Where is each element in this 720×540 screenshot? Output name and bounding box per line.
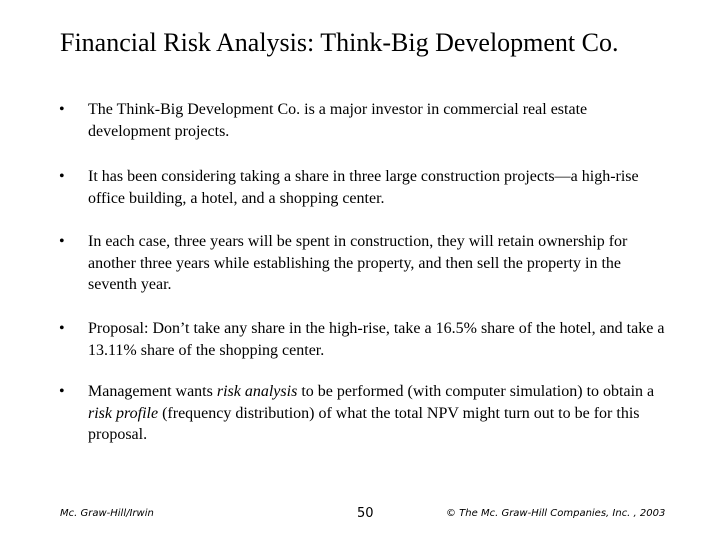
text-run: to be performed (with computer simulation) to obtain a — [297, 383, 655, 400]
bullet-marker: • — [59, 101, 65, 118]
page-number: 50 — [357, 506, 374, 521]
bullet-marker: • — [59, 320, 65, 337]
bullet-marker: • — [59, 233, 65, 250]
bullet-text — [88, 381, 673, 446]
text-run: Management wants — [88, 383, 217, 400]
bullet-marker: • — [59, 383, 65, 400]
slide-title: Financial Risk Analysis: Think-Big Development Co. — [60, 28, 619, 57]
bullet-text: Proposal: Don’t take any share in the high-rise, take a 16.5% share of the hotel, and take a 13.11% share of the shopping center. — [88, 320, 665, 359]
emphasis-risk-analysis: risk analysis — [216, 383, 298, 400]
emphasis-risk-profile: risk profile — [88, 404, 159, 422]
footer-copyright: © The Mc. Graw-Hill Companies, Inc. , 2003 — [446, 508, 666, 519]
text-run: (frequency distribution) of what the total NPV might turn out to be for this proposal. — [88, 404, 640, 443]
bullet-text: The Think-Big Development Co. is a major investor in commercial real estate development projects. — [88, 101, 588, 140]
bullet-text: In each case, three years will be spent in construction, they will retain ownership for another three years while establishing the property, and then sell the property in the seventh year. — [88, 233, 628, 293]
footer-publisher: Mc. Graw-Hill/Irwin — [60, 508, 154, 519]
bullet-marker: • — [59, 168, 65, 185]
bullet-text: It has been considering taking a share in three large construction projects—a high-rise office building, a hotel, and a shopping center. — [88, 168, 639, 207]
